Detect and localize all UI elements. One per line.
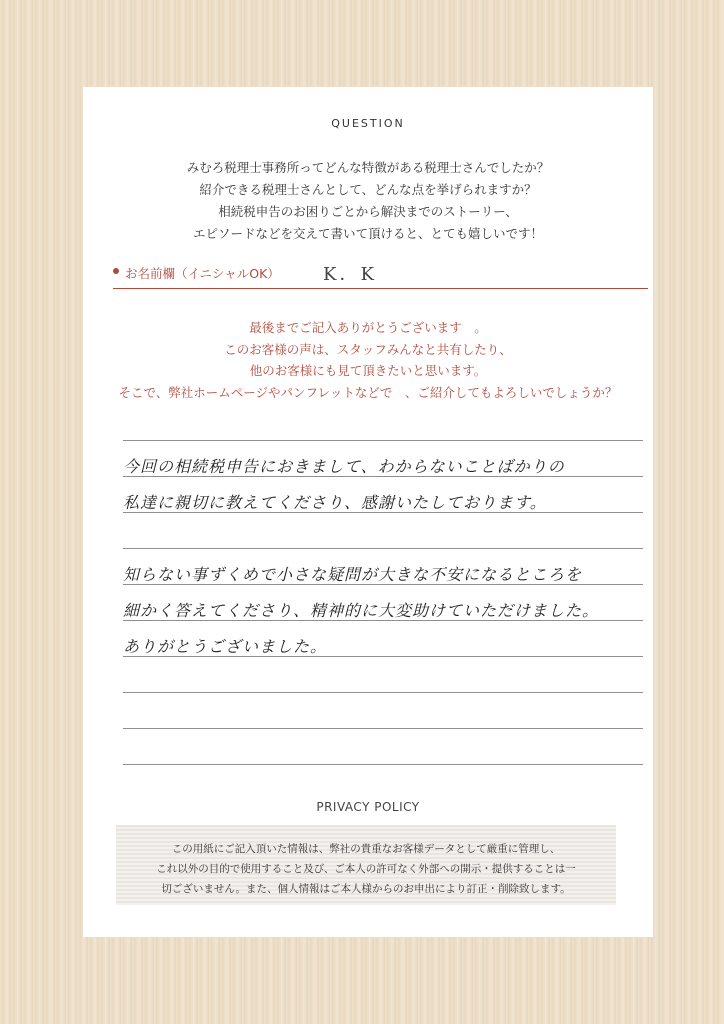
answer-rule: [123, 692, 643, 693]
privacy-line: これ以外の目的で使用すること及び、ご本人の許可なく外部への開示・提供することは一: [156, 863, 576, 875]
privacy-policy-title: PRIVACY POLICY: [316, 800, 420, 814]
answer-rule: [123, 548, 643, 549]
name-field-label: お名前欄（イニシャルOK）: [125, 266, 280, 281]
question-text: [83, 157, 653, 245]
question-line: 紹介できる税理士さんとして、どんな点を挙げられますか？: [199, 182, 537, 197]
privacy-policy-box: [116, 825, 616, 905]
handwritten-line: ありがとうございました。: [123, 637, 328, 656]
thanks-line: このお客様の声は、スタッフみんなと共有したり、: [224, 341, 512, 357]
privacy-policy-text: [116, 839, 616, 899]
handwritten-line: 細かく答えてくださり、精神的に大変助けていただけました。: [123, 601, 600, 620]
survey-sheet: [83, 87, 653, 937]
handwritten-line: 私達に親切に教えてくださり、感謝いたしております。: [123, 493, 547, 512]
thanks-line: そこで、弊社ホームページやパンフレットなどで 、ご紹介してもよろしいでしょうか？: [118, 384, 618, 400]
thanks-line: 他のお客様にも見て頂きたいと思います。: [249, 363, 487, 378]
privacy-line: 切ございません。また、個人情報はご本人様からのお申出により訂正・削除致します。: [161, 883, 571, 895]
thanks-line: 最後までご記入ありがとうございます 。: [249, 320, 487, 335]
privacy-line: この用紙にご記入頂いた情報は、弊社の貴重なお客様データとして厳重に管理し、: [171, 843, 561, 855]
name-field-value: K．K: [323, 264, 377, 285]
question-title: QUESTION: [331, 117, 405, 130]
thanks-message: [83, 317, 653, 403]
name-field[interactable]: [113, 264, 648, 289]
question-line: みむろ税理士事務所ってどんな特徴がある税理士さんでしたか？: [186, 160, 550, 175]
answer-rule: [123, 764, 643, 765]
bullet-dot-icon: [113, 268, 119, 274]
answer-rule: [123, 440, 643, 441]
handwritten-line: 知らない事ずくめで小さな疑問が大きな不安になるところを: [123, 565, 583, 584]
question-line: エピソードなどを交えて書いて頂けると、とても嬉しいです！: [192, 226, 543, 241]
question-line: 相続税申告のお困りごとから解決までのストーリー、: [218, 204, 518, 219]
handwritten-line: 今回の相続税申告におきまして、わからないことばかりの: [123, 457, 565, 476]
answer-rule: [123, 728, 643, 729]
